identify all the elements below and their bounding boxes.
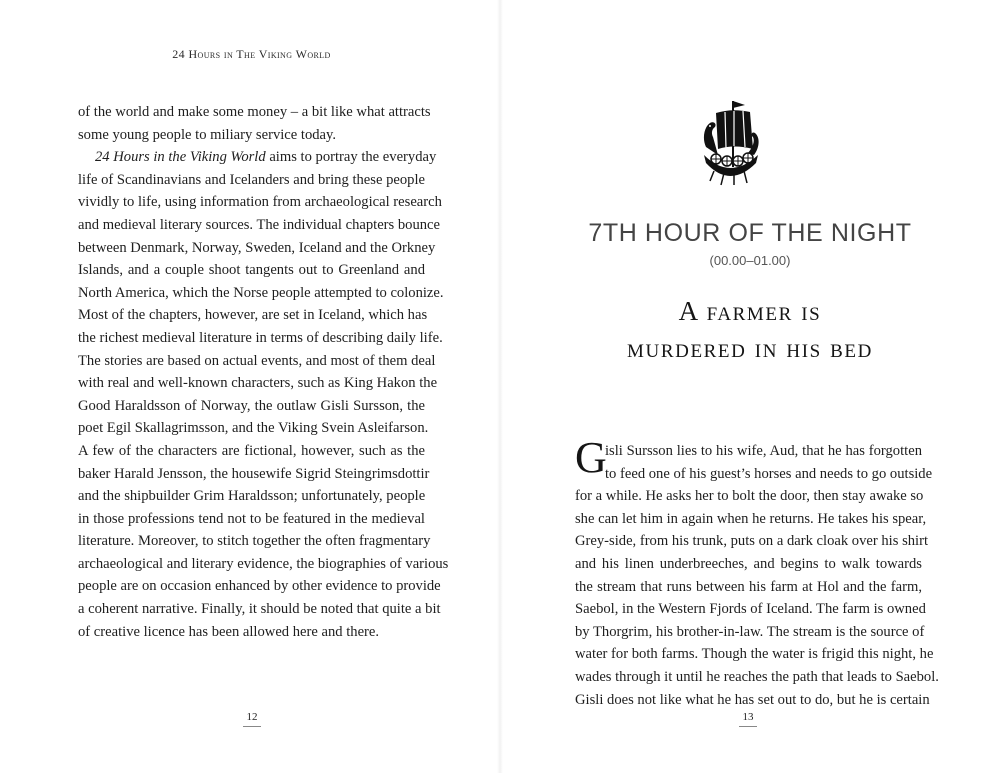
text-line: the richest medieval literature in terms of describing daily life.: [78, 329, 443, 346]
text-line: Good Haraldsson of Norway, the outlaw Gisli Sursson, the: [78, 397, 425, 414]
text-line: The stories are based on actual events, and most of them deal: [78, 352, 436, 369]
running-head: 24 Hours in The Viking World: [172, 47, 331, 61]
text-line: with real and well-known characters, such as King Hakon the: [78, 375, 438, 392]
left-body-text: [78, 101, 449, 643]
page-number-text: 13: [742, 711, 754, 723]
text-line: and the shipbuilder Grim Haraldsson; unfortunately, people: [78, 488, 426, 505]
text-line: wades through it until he reaches the path that leads to Saebol.: [575, 668, 939, 685]
text-line: baker Harald Jensson, the housewife Sigrid Steingrimsdottir: [78, 465, 430, 482]
text-line: of creative licence has been allowed here and there.: [78, 623, 380, 640]
text-line: she can let him in again when he returns. He takes his spear,: [575, 510, 927, 527]
text-line: to feed one of his guest’s horses and needs to go outside: [605, 465, 933, 482]
viking-ship-icon: [700, 97, 760, 197]
chapter-title-line: A farmer is: [678, 296, 822, 326]
chapter-title-line: murdered in his bed: [627, 333, 873, 363]
page-number-rule: [243, 726, 261, 727]
chapter-title: [560, 293, 940, 367]
right-body-text: [575, 440, 939, 711]
text-line: of the world and make some money – a bit like what attracts: [78, 104, 431, 120]
text-line: a coherent narrative. Finally, it should be noted that quite a bit: [78, 601, 441, 618]
page-number: [733, 711, 763, 727]
text-line: and his linen underbreeches, and begins to walk towards: [575, 555, 922, 572]
text-line: archaeological and literary evidence, the biographies of various: [78, 555, 449, 572]
text-line: isli Sursson lies to his wife, Aud, that he has forgotten: [605, 443, 922, 459]
text-line: by Thorgrim, his brother-in-law. The stream is the source of: [575, 623, 925, 640]
text-line: poet Egil Skallagrimsson, and the Viking Svein Asleifarson.: [78, 420, 429, 437]
text-line: water for both farms. Though the water is frigid this night, he: [575, 646, 934, 663]
book-title-italic: 24 Hours in the Viking World: [95, 149, 266, 166]
drop-cap: G: [575, 433, 607, 482]
text-line: Islands, and a couple shoot tangents out to Greenland and: [78, 262, 425, 279]
text-line-with-title: [78, 146, 437, 169]
text-line: Grey-side, from his trunk, puts on a dark cloak over his shirt: [575, 533, 929, 550]
text-line: some young people to miliary service today.: [78, 126, 337, 143]
text-line: Saebol, in the Western Fjords of Iceland. The farm is owned: [575, 601, 926, 618]
text-fragment: aims to portray the everyday: [265, 149, 437, 166]
text-line: and medieval literary sources. The individual chapters bounce: [78, 216, 441, 233]
hour-range: (00.00–01.00): [709, 253, 791, 268]
page-number-text: 12: [246, 711, 258, 723]
text-line: literature. Moreover, to stitch together the often fragmentary: [78, 533, 431, 550]
text-line: North America, which the Norse people attempted to colonize.: [78, 284, 444, 301]
text-line: A few of the characters are fictional, however, such as the: [78, 442, 425, 459]
text-line: life of Scandinavians and Icelanders and bring these people: [78, 171, 425, 188]
text-line: between Denmark, Norway, Sweden, Iceland and the Orkney: [78, 239, 436, 256]
text-line: in those professions tend not to be featured in the medieval: [78, 510, 425, 527]
page-number-rule: [739, 726, 757, 727]
text-line: people are on occasion enhanced by other evidence to provide: [78, 578, 441, 595]
page-number: [237, 711, 267, 727]
hour-title: 7TH HOUR OF THE NIGHT: [588, 219, 912, 247]
text-line: vividly to life, using information from archaeological research: [78, 194, 442, 211]
text-line: Gisli does not like what he has set out to do, but he is certain: [575, 691, 930, 708]
text-line: the stream that runs between his farm at Hol and the farm,: [575, 578, 922, 595]
text-line: Most of the chapters, however, are set in Iceland, which has: [78, 307, 428, 324]
text-line: for a while. He asks her to bolt the door, then stay awake so: [575, 488, 924, 505]
